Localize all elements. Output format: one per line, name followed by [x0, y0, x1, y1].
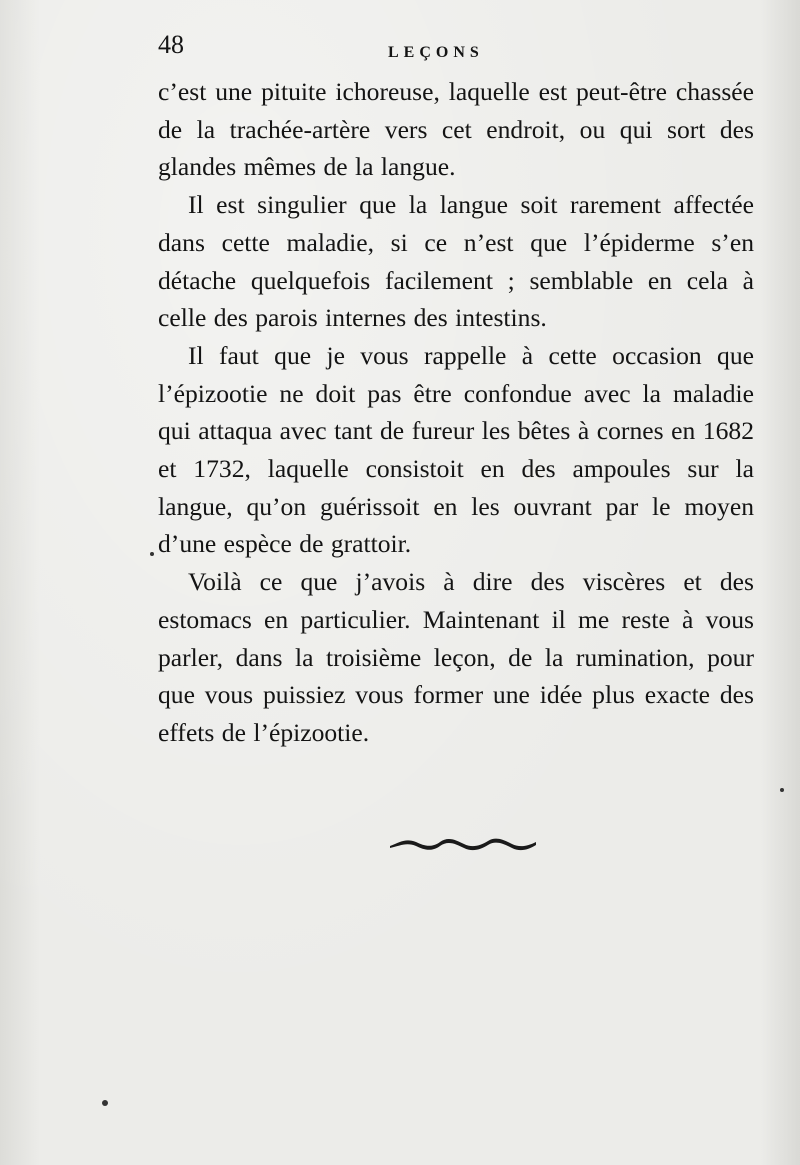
paragraph-3: Il faut que je vous rappelle à cette occasion que l’épizootie ne doit pas être confondue avec la maladie qui attaqua avec tant de fureur les bêtes à cornes en 1682 et 1732, laquelle consistoit en des ampoules sur la langue, qu’on guérissoit en les ouvrant par le moyen d’une espèce de grattoir.: [158, 340, 754, 559]
running-head: LEÇONS: [388, 44, 484, 61]
tail-ornament-icon: [388, 832, 538, 858]
ink-speck: [780, 788, 784, 792]
paragraph-2: Il est singulier que la langue soit rarement affectée dans cette maladie, si ce n’est que l’épiderme s’en détache quelquefois facilement ; semblable en cela à celle des parois internes des intestins.: [158, 190, 754, 333]
ink-speck: [150, 552, 154, 556]
ink-speck: [102, 1100, 108, 1106]
paragraph-4: Voilà ce que j’avois à dire des viscères et des estomacs en particulier. Maintenant il me reste à vous parler, dans la troisième leçon, de la rumination, pour que vous puissiez vous former une idée plus exacte des effets de l’épizootie.: [158, 567, 754, 747]
paragraph-1: c’est une pituite ichoreuse, laquelle est peut-être chassée de la trachée-artère vers cet endroit, ou qui sort des glandes mêmes de la langue.: [158, 77, 754, 182]
page-header: [158, 30, 748, 70]
body-text: [158, 73, 754, 752]
show-through-texture: [150, 780, 760, 1120]
page-number: 48: [158, 30, 184, 59]
